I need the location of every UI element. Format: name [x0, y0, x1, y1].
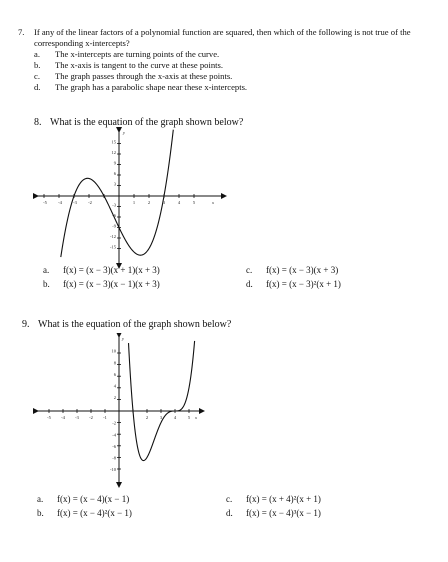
q9-option-a-text: f(x) = (x − 4)(x − 1) [57, 494, 130, 504]
q7-stem-line2: corresponding x-intercepts? [34, 38, 130, 48]
q8-xtick-label: -5 [43, 200, 47, 205]
q7-option-b-text: The x-axis is tangent to the curve at these points. [55, 60, 224, 70]
q9-ytick-label: 10 [111, 348, 116, 354]
q9-ytick-label: 6 [113, 372, 116, 377]
q8-ytick-label: 6 [113, 171, 116, 176]
q9-xtick-label: -5 [47, 415, 51, 420]
q9-xtick-label: 3 [159, 415, 163, 420]
q9-ytick-label: 8 [113, 360, 116, 366]
q9-stem: What is the equation of the graph shown below? [38, 319, 232, 330]
q8-xtick-label: 5 [192, 200, 196, 205]
q8-ytick-label: -15 [110, 244, 116, 250]
q8-graph [30, 126, 230, 270]
q7-option-a-letter: a. [34, 49, 40, 59]
q9-ytick-label: -4 [112, 432, 116, 438]
q9-option-c-text: f(x) = (x + 4)²(x + 1) [246, 494, 321, 504]
q9-graph [30, 333, 210, 489]
q7-option-d-letter: d. [34, 82, 41, 92]
q7-option-a-text: The x-intercepts are turning points of the curve. [55, 49, 220, 59]
q9-ytick-label: -6 [112, 444, 116, 449]
q8-option-b-text: f(x) = (x − 3)(x − 1)(x + 3) [63, 279, 160, 289]
q8-xtick-label: -4 [58, 200, 62, 205]
q9-option-b-text: f(x) = (x − 4)²(x − 1) [57, 508, 132, 518]
q8-xtick-label: -3 [73, 200, 77, 205]
q9-curve [129, 341, 195, 461]
q9-number: 9. [22, 319, 30, 330]
q8-ytick-label: -3 [112, 202, 116, 208]
q9-ytick-label: -2 [112, 420, 116, 426]
q7-number: 7. [18, 27, 25, 37]
q8-xtick-label: 3 [162, 200, 166, 205]
q9-ytick-label: 2 [113, 395, 116, 400]
q8-xtick-label: -2 [88, 200, 92, 205]
q8-option-b-letter: b. [43, 279, 50, 289]
q9-option-b-letter: b. [37, 508, 44, 518]
q7-option-d-text: The graph has a parabolic shape near these x-intercepts. [55, 82, 248, 92]
q8-option-c-text: f(x) = (x − 3)(x + 3) [266, 265, 339, 275]
q9-xtick-label: -1 [103, 415, 107, 420]
q7-stem-line1: If any of the linear factors of a polynomial function are squared, then which of the following is not true of the [34, 27, 411, 37]
q8-x-label: x [212, 200, 214, 205]
q8-option-d-letter: d. [246, 279, 253, 289]
q9-xtick-label: 2 [145, 415, 149, 420]
q8-option-a-letter: a. [43, 265, 50, 275]
q8-ytick-label: 15 [111, 139, 116, 145]
q9-xtick-label: 5 [187, 415, 191, 420]
q9-option-d-letter: d. [226, 508, 233, 518]
q8-ytick-label: 12 [111, 150, 116, 155]
q8-number: 8. [34, 117, 42, 128]
q9-xtick-label: 4 [173, 415, 177, 420]
q7-option-c-text: The graph passes through the x-axis at these points. [55, 71, 233, 81]
q9-xtick-label: -3 [75, 415, 79, 420]
q8-ytick-label: -12 [110, 234, 116, 239]
q8-option-c-letter: c. [246, 265, 253, 275]
q7-option-b-letter: b. [34, 60, 41, 70]
q7-option-c-letter: c. [34, 71, 40, 81]
q8-option-d-text: f(x) = (x − 3)²(x + 1) [266, 279, 341, 289]
q9-y-label: y [122, 336, 124, 341]
q8-ytick-label: 9 [113, 160, 116, 166]
q8-ytick-label: -9 [112, 223, 116, 229]
q8-xtick-label: 4 [177, 200, 181, 205]
q8-ytick-label: 3 [113, 181, 116, 187]
q8-xtick-label: 2 [147, 200, 151, 205]
q8-stem: What is the equation of the graph shown below? [50, 117, 244, 128]
q8-ytick-label: -6 [112, 213, 116, 218]
q8-y-label: y [123, 130, 125, 135]
q9-x-label: x [195, 415, 197, 420]
q8-xtick-label: 1 [132, 200, 136, 205]
q9-ytick-label: 4 [113, 383, 116, 389]
q9-ytick-label: -8 [112, 455, 116, 461]
q9-xtick-label: -4 [61, 415, 65, 420]
q9-option-d-text: f(x) = (x − 4)³(x − 1) [246, 508, 321, 518]
q9-ytick-label: -10 [110, 467, 116, 472]
q9-option-c-letter: c. [226, 494, 233, 504]
q9-option-a-letter: a. [37, 494, 44, 504]
q9-xtick-label: -2 [89, 415, 93, 420]
q8-option-a-text: f(x) = (x − 3)(x + 1)(x + 3) [63, 265, 160, 275]
